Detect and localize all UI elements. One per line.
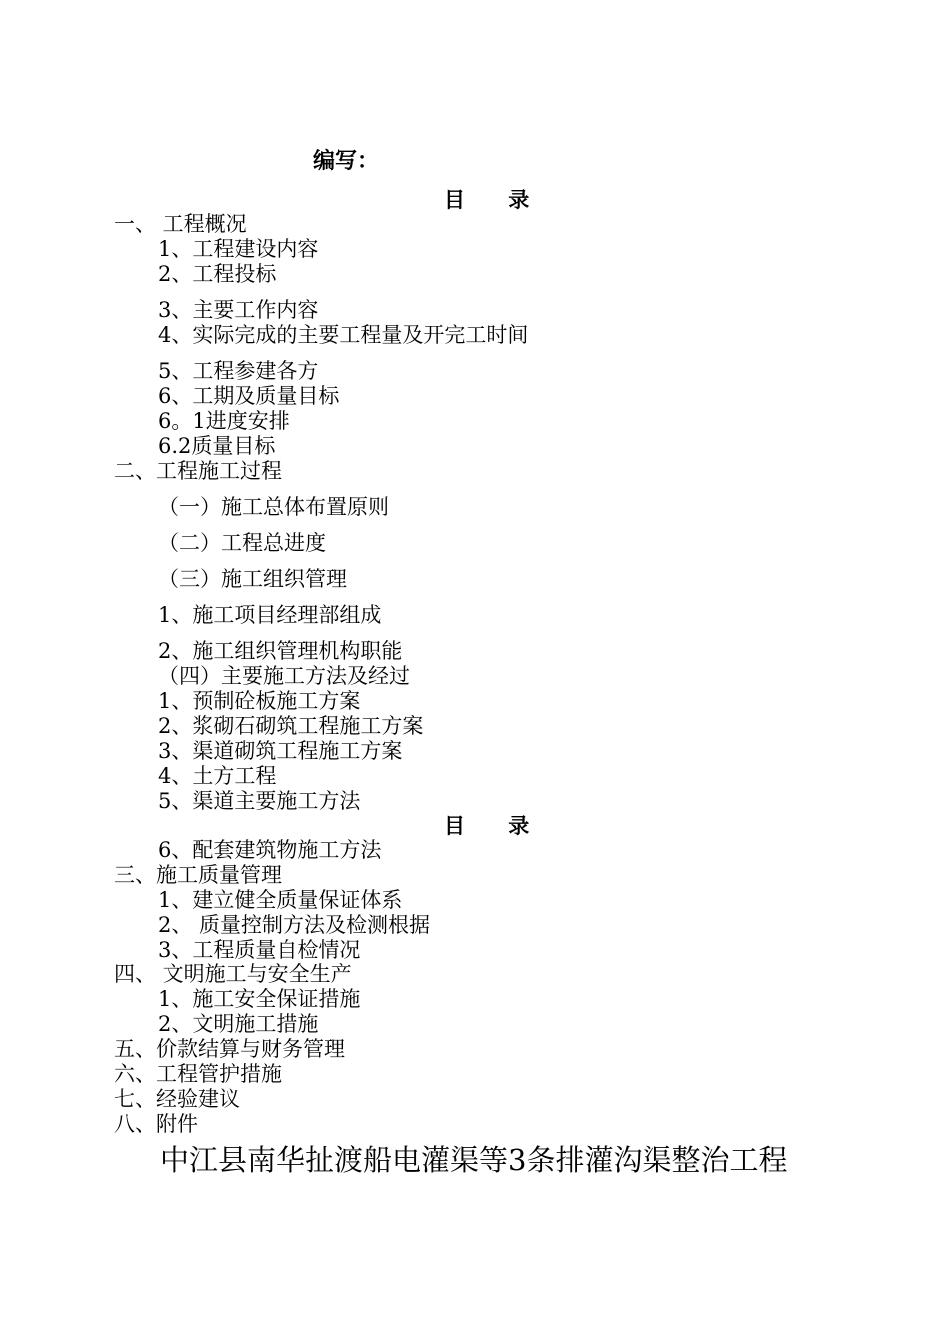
toc-item: 6、配套建筑物施工方法 [158, 838, 382, 862]
toc-item: 2、工程投标 [158, 262, 277, 286]
toc-item: 1、施工项目经理部组成 [158, 603, 382, 627]
toc-section-2: 二、工程施工过程 [114, 459, 282, 483]
toc-item: （三）施工组织管理 [158, 567, 347, 591]
toc-item: 1、施工安全保证措施 [158, 987, 361, 1011]
toc-section-7: 七、经验建议 [114, 1087, 240, 1111]
toc-item: 1、建立健全质量保证体系 [158, 888, 403, 912]
toc-section-8: 八、附件 [114, 1112, 198, 1136]
toc-item: 3、工程质量自检情况 [158, 938, 361, 962]
toc-item: 4、土方工程 [158, 764, 277, 788]
toc-item: 6。1进度安排 [158, 409, 290, 433]
toc-item: 2、文明施工措施 [158, 1012, 319, 1036]
toc-item: 3、渠道砌筑工程施工方案 [158, 739, 403, 763]
toc-heading: 目 录 [444, 187, 548, 212]
toc-section-6: 六、工程管护措施 [114, 1062, 282, 1086]
toc-item: （一）施工总体布置原则 [158, 495, 389, 519]
toc-item: 5、渠道主要施工方法 [158, 789, 361, 813]
toc-item: 2、 质量控制方法及检测根据 [158, 913, 431, 937]
toc-item: （四）主要施工方法及经过 [158, 664, 410, 688]
toc-item: 6、工期及质量目标 [158, 384, 340, 408]
toc-item: 5、工程参建各方 [158, 359, 319, 383]
toc-section-3: 三、施工质量管理 [114, 863, 282, 887]
toc-section-1: 一、 工程概况 [114, 212, 247, 236]
toc-item: 4、实际完成的主要工程量及开完工时间 [158, 323, 529, 347]
author-label: 编写： [313, 149, 380, 174]
toc-item: 3、主要工作内容 [158, 298, 319, 322]
toc-heading-repeat: 目 录 [444, 813, 548, 838]
toc-item: 1、工程建设内容 [158, 237, 319, 261]
project-title: 中江县南华扯渡船电灌渠等3条排灌沟渠整治工程 [160, 1143, 788, 1177]
toc-item: 2、施工组织管理机构职能 [158, 639, 403, 663]
toc-item: 2、浆砌石砌筑工程施工方案 [158, 714, 424, 738]
toc-item: 1、预制砼板施工方案 [158, 689, 361, 713]
toc-item: （二）工程总进度 [158, 531, 326, 555]
toc-section-4: 四、 文明施工与安全生产 [114, 962, 352, 986]
toc-section-5: 五、价款结算与财务管理 [114, 1037, 345, 1061]
toc-item: 6.2质量目标 [158, 434, 276, 458]
